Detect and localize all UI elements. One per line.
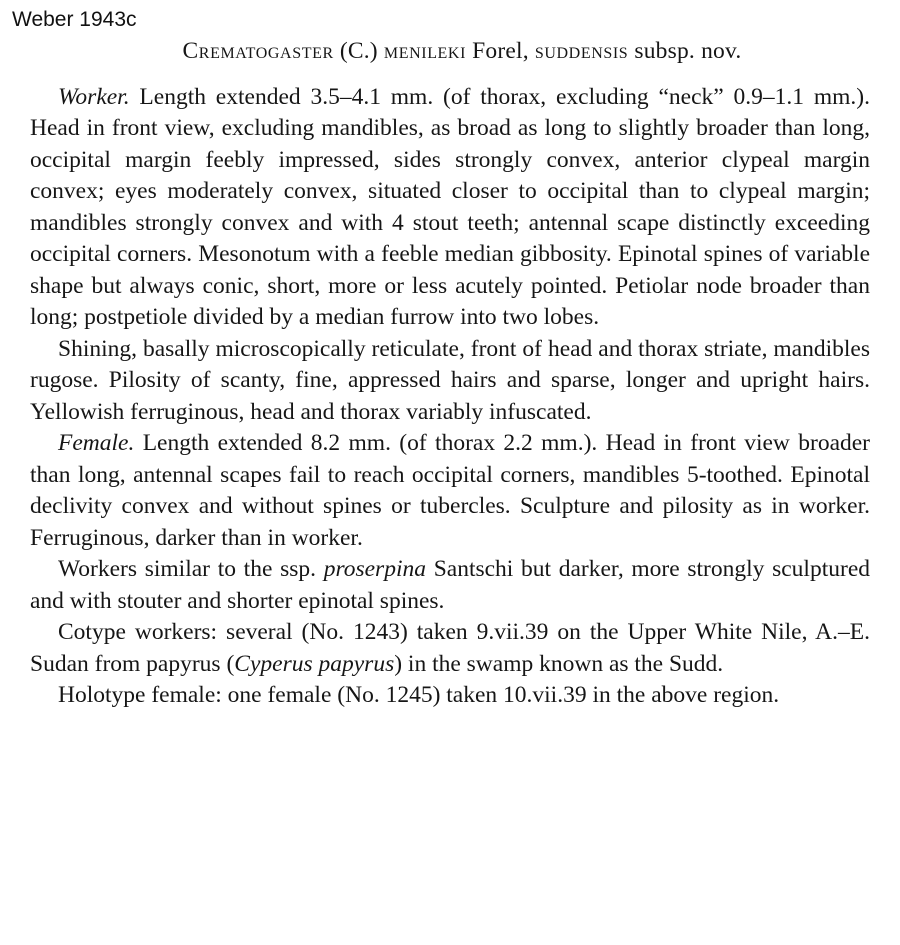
female-description	[30, 428, 870, 554]
article-body	[30, 36, 870, 712]
species-author: Forel,	[472, 38, 529, 64]
worker-lead: Worker.	[58, 83, 130, 110]
worker-text: Length extended 3.5–4.1 mm. (of thorax, excluding “neck” 0.9–1.1 mm.). Head in front view, excluding mandibles, as broad as long to slightly broader than long, occipital margin feebly impressed, sides strongly convex, anterior clypeal margin convex; eyes moderately convex, situated closer to occipital than to clypeal margin; mandibles strongly convex and with 4 stout teeth; antennal scape distinctly exceeding occipital corners. Mesonotum with a feeble median gibbosity. Epinotal spines of variable shape but always conic, short, more or less acutely pointed. Petiolar node broader than long; postpetiole divided by a median furrow into two lobes.	[30, 83, 871, 330]
species-name: menileki	[383, 38, 467, 64]
subspecies-name: suddensis	[534, 38, 629, 64]
cotype-post: ) in the swamp known as the Sudd.	[394, 650, 724, 677]
comparison-pre: Workers similar to the ssp.	[58, 556, 316, 582]
cotype-pre: Cotype workers: several (No. 1243) taken 9.vii.39 on the Upper White Nile, A.–E. Sudan from papyrus (	[30, 619, 870, 677]
cotype-taxon: Cyperus papyrus	[234, 650, 395, 677]
worker-description	[30, 82, 870, 334]
holotype-text: Holotype female: one female (No. 1245) taken 10.vii.39 in the above region.	[58, 682, 780, 708]
source-label: Weber 1943c	[12, 8, 137, 31]
female-lead: Female.	[58, 430, 135, 456]
taxon-status: subsp. nov.	[634, 38, 742, 64]
comparison-post: Santschi but darker, more strongly sculptured and with stouter and shorter epinotal spines.	[30, 556, 870, 614]
comparison-note	[30, 554, 870, 617]
taxon-title	[30, 36, 870, 68]
genus-name: Crematogaster	[182, 38, 334, 64]
cotype-record	[30, 617, 870, 680]
subgenus-name: (C.)	[339, 38, 378, 64]
female-text: Length extended 8.2 mm. (of thorax 2.2 mm.). Head in front view broader than long, antennal scapes fail to reach occipital corners, mandibles 5-toothed. Epinotal declivity convex and without spines or tubercles. Sculpture and pilosity as in worker. Ferruginous, darker than in worker.	[30, 430, 871, 551]
comparison-taxon: proserpina	[323, 556, 426, 582]
sculpture-text: Shining, basally microscopically reticulate, front of head and thorax striate, mandibles rugose. Pilosity of scanty, fine, appressed hairs and sparse, longer and upright hairs. Yellowish ferruginous, head and thorax variably infuscated.	[30, 335, 870, 425]
sculpture-description	[30, 334, 870, 429]
holotype-record	[30, 680, 870, 712]
